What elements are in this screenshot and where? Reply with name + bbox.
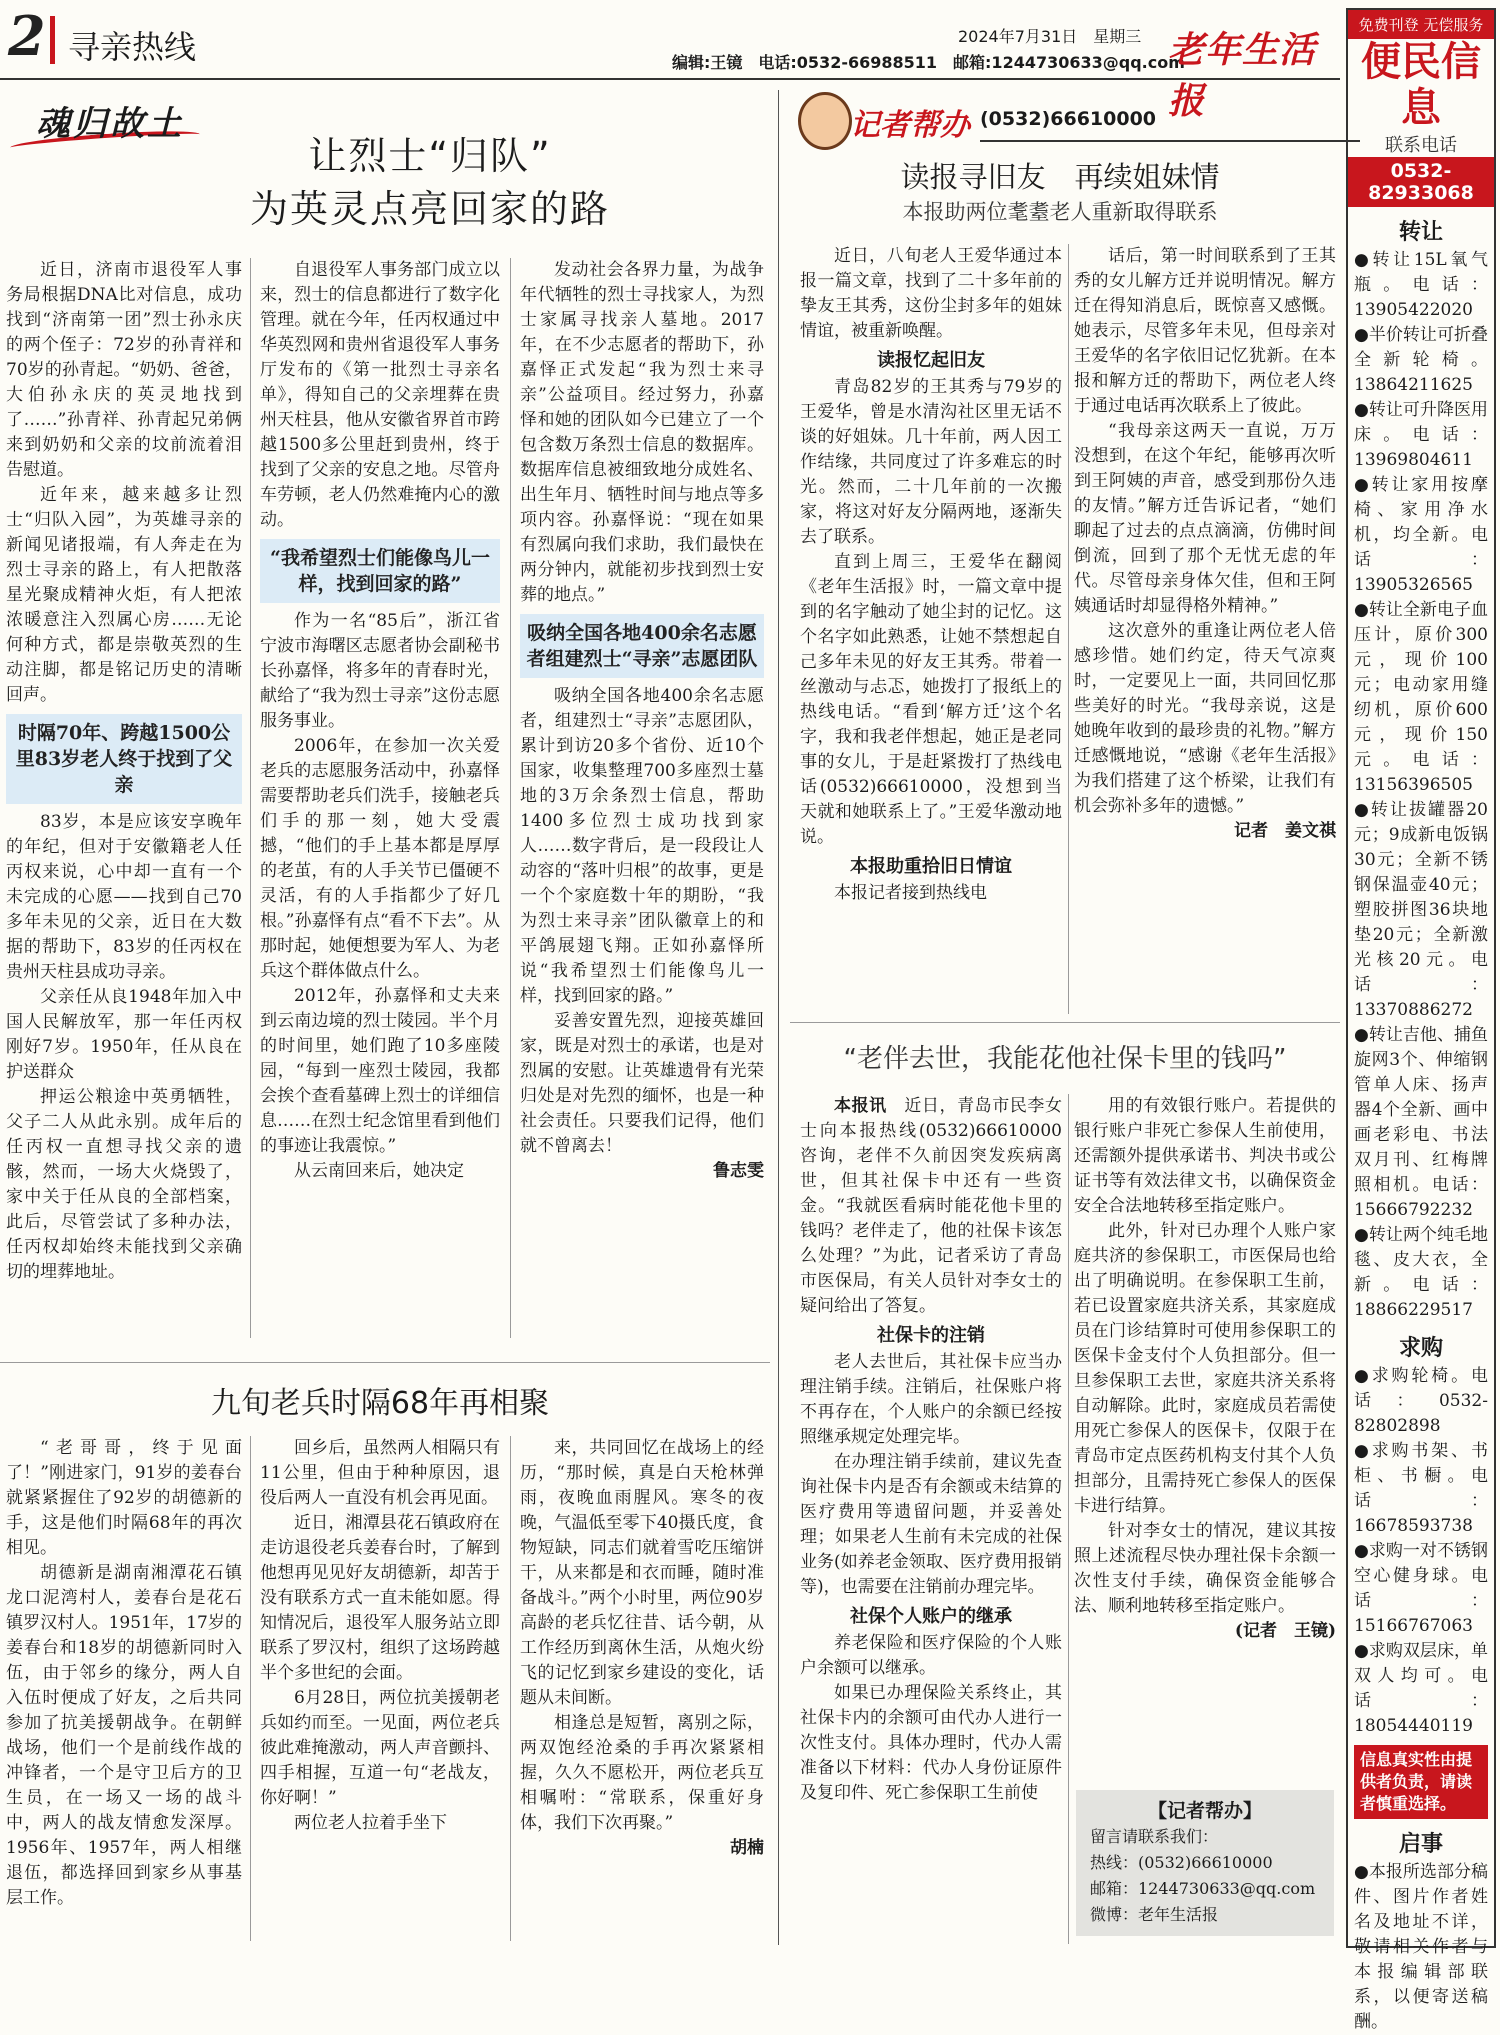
reporter-banner-rule [980,140,1360,142]
article1-title-2: 为英灵点亮回家的路 [249,187,610,231]
sidebar-warning: 信息真实性由提供者负责，请读者慎重选择。 [1354,1745,1488,1819]
classified-item: ●求购一对不锈钢空心健身球。电话：15166767063 [1354,1541,1488,1636]
paragraph: 吸纳全国各地400余名志愿者，组建烈士“寻亲”志愿团队，累计到访20多个省份、近10个国家，收集整理700多座烈士墓地的3万余条烈士信息，帮助1400多位烈士成功找到家人……数字背后，是一段段让人动容的“落叶归根”的故事，更是一个个家庭数十年的期盼，“我为烈士来寻亲”团队徽章上的和平鸽展翅飞翔。正如孙嘉怿所说“我希望烈士们能像鸟儿一样，找到回家的路。” [520,686,764,1006]
paragraph: 来，共同回忆在战场上的经历，“那时候，真是白天枪林弹雨，夜晚血雨腥风。寒冬的夜晚，气温低至零下40摄氏度，食物短缺，同志们就着雪吃压缩饼干，从来都是和衣而睡，随时准备战斗。”两个小时里，两位90岁高龄的老兵忆往昔、话今朝，从工作经历到离休生活，从炮火纷飞的记忆到家乡建设的变化，话题从未间断。 [520,1438,764,1708]
classified-item: ●本报所选部分稿件、图片作者姓名及地址不详，敬请相关作者与本报编辑部联系，以便寄送稿酬。 [1354,1862,1488,2032]
paragraph: 近日，八旬老人王爱华通过本报一篇文章，找到了二十多年前的挚友王其秀，这份尘封多年的姐妹情谊，被重新唤醒。 [800,246,1062,341]
article4-title: “老伴去世，我能花他社保卡里的钱吗” [843,1044,1287,1074]
paragraph: 近年来，越来越多让烈士“归队入园”，为英雄寻亲的新闻见诸报端，有人奔走在为烈士寻亲的路上，有人把散落星光聚成精神火炬，有人把浓浓暖意注入烈属心房……无论何种方式，都是崇敬英烈的生动注脚，都是铭记历史的清晰回声。 [6,485,242,705]
contact-weibo: 微博：老年生活报 [1090,1905,1219,1924]
classified-item: ●转让可升降医用床。电话：13969804611 [1354,400,1488,470]
article3-title: 读报寻旧友 再续姐妹情 [900,160,1220,194]
article1-author: 鲁志雯 [713,1161,764,1181]
column-divider [510,1436,511,1941]
section-title: 寻亲热线 [68,28,197,66]
column-divider [1068,244,1069,1014]
sidebar-phone: 0532-82933068 [1348,157,1494,207]
contact-hotline: 热线：(0532)66610000 [1090,1853,1273,1872]
contact-heading: 【记者帮办】 [1147,1800,1262,1822]
paragraph: “我母亲这两天一直说，万万没想到，在这个年纪，能够再次听到王阿姨的声音，感受到那份久违的友情。”解方迁告诉记者，“她们聊起了过去的点点滴滴，仿佛时间倒流，回到了那个无忧无虑的年代。尽管母亲身体欠佳，但和王阿姨通话时却显得格外精神。” [1074,421,1336,616]
classified-item: ●求购轮椅。电话：0532-82802898 [1354,1366,1488,1436]
paragraph: 青岛82岁的王其秀与79岁的王爱华，曾是水清沟社区里无话不谈的好姐妹。几十年前，两人因工作结缘，共同度过了许多难忘的时光。然而，二十几年前的一次搬家，将这对好友分隔两地，逐渐失去了联系。 [800,377,1062,547]
article3-col2 [1074,244,1336,1044]
article4-subhead-1: 社保卡的注销 [877,1325,985,1346]
paragraph: 针对李女士的情况，建议其按照上述流程尽快办理社保卡余额一次性支付手续，确保资金能够合法、顺利地转移至指定账户。 [1074,1521,1336,1616]
paragraph: 自退役军人事务部门成立以来，烈士的信息都进行了数字化管理。就在今年，任丙权通过中华英烈网和贵州省退役军人事务厅发布的《第一批烈士寻亲名单》，得知自己的父亲埋葬在贵州天柱县，他从安徽省界首市跨越1500多公里赶到贵州，终于找到了父亲的安息之地。尽管舟车劳顿，老人仍然难掩内心的激动。 [260,260,500,530]
article4-subhead-2: 社保个人账户的继承 [850,1606,1012,1627]
column-label [10,96,210,166]
column-divider [250,258,251,1338]
paragraph: 妥善安置先烈，迎接英雄回家，既是对烈士的承诺，也是对烈属的安慰。让英雄遗骨有光荣归处是对先烈的缅怀，也是一种社会责任。只要我们记得，他们就不曾离去！ [520,1011,764,1156]
article4-top-rule [790,1022,1340,1023]
paragraph: 6月28日，两位抗美援朝老兵如约而至。一见面，两位老兵彼此难掩激动，两人声音颤抖、四手相握，互道一句“老战友，你好啊！” [260,1688,500,1808]
sidebar-phone-label: 联系电话 [1385,135,1457,156]
article4-lead: 本报讯 [834,1096,887,1116]
classified-item: ●转让两个纯毛地毯、皮大衣，全新。电话：18866229517 [1354,1225,1488,1320]
article3-subhead-1: 读报忆起旧友 [877,350,985,371]
paragraph: 用的有效银行账户。若提供的银行账户非死亡参保人生前使用，还需额外提供承诺书、判决书或公证书等有效法律文书，以确保资金安全合法地转移至指定账户。 [1074,1096,1336,1216]
classified-item: ●求购双层床，单双人均可。电话：18054440119 [1354,1641,1488,1736]
paragraph: 两位老人拉着手坐下 [294,1813,447,1833]
classified-item: ●转让全新电子血压计，原价300元，现价100元；电动家用缝纫机，原价600元，现价150元。电话：13156396505 [1354,600,1488,795]
header-rule [0,78,1340,80]
paragraph: “老哥哥，终于见面了！”刚进家门，91岁的姜春台就紧紧握住了92岁的胡德新的手，这是他们时隔68年的再次相见。 [6,1438,242,1558]
article1-subhead-2: “我希望烈士们能像鸟儿一样，找到回家的路” [260,539,500,603]
paragraph: 老人去世后，其社保卡应当办理注销手续。注销后，社保账户将不再存在，个人账户的余额已经按照继承规定处理完毕。 [800,1352,1062,1447]
paragraph: 押运公粮途中英勇牺牲，父子二人从此永别。成年后的任丙权一直想寻找父亲的遗骸，然而，一场大火烧毁了，家中关于任从良的全部档案，此后，尽管尝试了多种办法，任丙权却始终未能找到父亲确切的埋葬地址。 [6,1087,242,1282]
paragraph: 近日，湘潭县花石镇政府在走访退役老兵姜春台时，了解到他想再见见好友胡德新，却苦于没有联系方式一直未能如愿。得知情况后，退役军人服务站立即联系了罗汉村，组织了这场跨越半个多世纪的会面。 [260,1513,500,1683]
reporter-help-label: 记者帮办 [850,108,970,143]
paragraph: 养老保险和医疗保险的个人账户余额可以继承。 [800,1633,1062,1678]
paragraph: 在办理注销手续前，建议先查询社保卡内是否有余额或未结算的医疗费用等遗留问题，并妥善处理；如果老人生前有未完成的社保业务(如养老金领取、医疗费用报销等)，也需要在注销前办理完毕。 [800,1452,1062,1597]
paragraph: 话后，第一时间联系到了王其秀的女儿解方迁并说明情况。解方迁在得知消息后，既惊喜又感慨。她表示，尽管多年未见，但母亲对王爱华的名字依旧记忆犹新。在本报和解方迁的帮助下，两位老人终于通过电话再次联系上了彼此。 [1074,246,1336,416]
paragraph: 2006年，在参加一次关爱老兵的志愿服务活动中，孙嘉怿需要帮助老兵们洗手，接触老兵们手的那一刻，她大受震撼，“他们的手上基本都是厚厚的老茧，有的人手关节已僵硬不灵活，有的人手指都少了好几根。”孙嘉怿有点“看不下去”。从那时起，她便想要为军人、为老兵这个群体做点什么。 [260,736,500,981]
article1-title-1: 让烈士“归队” [308,134,552,178]
classified-item: ●转让家用按摩椅、家用净水机，均全新。电话：13905326565 [1354,475,1488,595]
header-date: 2024年7月31日 星期三 [958,27,1142,46]
paragraph: 胡德新是湖南湘潭花石镇龙口泥湾村人，姜春台是花石镇罗汉村人。1951年，17岁的姜春台和18岁的胡德新同时入伍，由于邻乡的缘分，两人自入伍时便成了好友，之后共同参加了抗美援朝战争。在朝鲜战场，他们一个是前线作战的冲锋者，一个是守卫后方的卫生员，在一场又一场的战斗中，两人的战友情愈发深厚。1956年、1957年，两人相继退伍，都选择回到家乡从事基层工作。 [6,1563,242,1908]
article3-author: 记者 姜文祺 [1234,821,1336,841]
article2-author: 胡楠 [730,1838,764,1858]
contact-email: 邮箱：1244730633@qq.com [1090,1879,1316,1898]
paragraph: 发动社会各界力量，为战争年代牺牲的烈士寻找家人，为烈士家属寻找亲人墓地。2017年，在不少志愿者的帮助下，孙嘉怿正式发起“我为烈士来寻亲”公益项目。经过努力，孙嘉怿和她的团队如今已建立了一个包含数万条烈士信息的数据库。数据库信息被细致地分成姓名、出生年月、牺牲时间与地点等多项内容。孙嘉怿说：“现在如果有烈属向我们求助，我们最快在两分钟内，就能初步找到烈士安葬的地点。” [520,260,764,605]
article3-col1 [800,244,1062,1044]
classified-item: ●半价转让可折叠全新轮椅。13864211625 [1354,325,1488,395]
sidebar-top-banner: 免费刊登 无偿服务 [1348,10,1494,39]
header-editor: 编辑:王镜 电话:0532-66988511 邮箱:1244730633@qq.com [672,53,1185,72]
column-divider [510,258,511,1338]
article1-col3 [520,258,764,1358]
paragraph: 本报记者接到热线电 [834,883,987,903]
paragraph: 近日，济南市退役军人事务局根据DNA比对信息，成功找到“济南第一团”烈士孙永庆的两个侄子：72岁的孙青祥和70岁的孙青起。“奶奶、爸爸，大伯孙永庆的英灵地找到了……”孙青祥、孙青起兄弟俩来到奶奶和父亲的坟前流着泪告慰道。 [6,260,242,480]
reporter-help-phone: (0532)66610000 [980,108,1157,130]
article2-col3 [520,1436,764,1946]
article3-subhead-2: 本报助重拾旧日情谊 [850,856,1012,877]
article1-col1 [6,258,242,1358]
paragraph: 作为一名“85后”，浙江省宁波市海曙区志愿者协会副秘书长孙嘉怿，将多年的青春时光，献给了“我为烈士寻亲”这份志愿服务事业。 [260,611,500,731]
paragraph: 父亲任从良1948年加入中国人民解放军，那一年任丙权刚好7岁。1950年，任从良在护送群众 [6,987,242,1082]
masthead-logo: 老年生活报 [1168,29,1317,122]
paragraph: 回乡后，虽然两人相隔只有11公里，但由于种种原因，退役后两人一直没有机会再见面。 [260,1438,500,1508]
article4-col1 [800,1094,1062,1946]
sidebar-category-notice: 启事 [1398,1832,1443,1857]
paragraph: 直到上周三，王爱华在翻阅《老年生活报》时，一篇文章中提到的名字触动了她尘封的记忆。这个名字如此熟悉，让她不禁想起自己多年未见的好友王其秀。带着一丝激动与忐忑，她拨打了报纸上的热线电话。“看到‘解方迁’这个名字，我和我老伴想起，她正是老同事的女儿，于是赶紧拨打了热线电话(0532)66610000，没想到当天就和她联系上了。”王爱华激动地说。 [800,552,1062,847]
article4-author: (记者 王镜) [1234,1621,1336,1641]
article2-col2 [260,1436,500,1946]
classified-item: ●转让拔罐器20元；9成新电饭锅30元；全新不锈钢保温壶40元；塑胶拼图36块地垫20元；全新激光核20元。电话：13370886272 [1354,800,1488,1020]
sidebar-title: 便民信息 [1361,39,1481,131]
article1-subhead-3: 吸纳全国各地400余名志愿者组建烈士“寻亲”志愿团队 [520,614,764,678]
column-label-text: 魂归故土 [36,104,184,144]
contact-line: 留言请联系我们： [1090,1827,1219,1846]
paragraph: 83岁，本是应该安享晚年的年纪，但对于安徽籍老人任丙权来说，心中却一直有一个未完成的心愿——找到自己70多年未见的父亲，近日在大数据的帮助下，83岁的任丙权在贵州天柱县成功寻亲。 [6,812,242,982]
article4-col2 [1074,1094,1336,1774]
article2-top-rule [0,1362,770,1363]
page-number: 2 [8,4,46,68]
sidebar-category-buy: 求购 [1398,1336,1443,1361]
article2-col1 [6,1436,242,1946]
paragraph: 相逢总是短暂，离别之际，两双饱经沧桑的手再次紧紧相握，久久不愿松开，两位老兵互相嘱咐：“常联系，保重好身体，我们下次再聚。” [520,1713,764,1833]
reporter-help-banner [790,90,1190,150]
column-divider [1068,1094,1069,1944]
article1-subhead-1: 时隔70年、跨越1500公里83岁老人终于找到了父亲 [6,714,242,804]
article1-col2 [260,258,500,1358]
article2-title: 九旬老兵时隔68年再相聚 [210,1386,550,1421]
paragraph: 如果已办理保险关系终止，其社保卡内的余额可由代办人进行一次性支付。具体办理时，代办人需准备以下材料：代办人身份证原件及复印件、死亡参保职工生前使 [800,1683,1062,1803]
paragraph: 此外，针对已办理个人账户家庭共济的参保职工，市医保局也给出了明确说明。在参保职工生前，若已设置家庭共济关系，其家庭成员在门诊结算时可使用参保职工的医保卡金支付个人负担部分。但一旦参保职工去世，家庭共济关系将自动解除。此时，家庭成员若需使用死亡参保人的医保卡，仅限于在青岛市定点医药机构支付其个人负担部分，且需持死亡参保人的医保卡进行结算。 [1074,1221,1336,1516]
classified-item: ●求购书架、书柜、书橱。电话：16678593738 [1354,1441,1488,1536]
paragraph: 从云南回来后，她决定 [294,1161,464,1181]
paragraph: 2012年，孙嘉怿和丈夫来到云南边境的烈士陵园。半个月的时间里，她们跑了10多座陵园，“每到一座烈士陵园，我都会挨个查看墓碑上烈士的详细信息……在烈士纪念馆里看到他们的事迹让我震惊。” [260,986,500,1156]
half-divider [778,90,779,1945]
article3-subtitle: 本报助两位耄耋老人重新取得联系 [902,200,1218,224]
reporter-avatar-icon [798,92,852,150]
classified-item: ●转让吉他、捕鱼旋网3个、伸缩钢管单人床、扬声器4个全新、画中画老彩电、书法双月刊、红梅牌照相机。电话：15666792232 [1354,1025,1488,1220]
classified-item: ●转让15L氧气瓶。电话：13905422020 [1354,250,1488,320]
column-divider [250,1436,251,1941]
page-number-bar [50,16,55,64]
sidebar-category-transfer: 转让 [1398,220,1443,245]
paragraph: 这次意外的重逢让两位老人倍感珍惜。她们约定，待天气凉爽时，一定要见上一面，共同回忆那些美好的时光。“我母亲说，这是她晚年收到的最珍贵的礼物。”解方迁感慨地说，“感谢《老年生活报》为我们搭建了这个桥梁，让我们有机会弥补多年的遗憾。” [1074,621,1336,816]
paragraph: 近日，青岛市民李女士向本报热线(0532)66610000咨询，老伴不久前因突发疾病离世，但其社保卡中还有一些资金。“我就医看病时能花他卡里的钱吗？老伴走了，他的社保卡该怎么处理？”为此，记者采访了青岛市医保局，有关人员针对李女士的疑问给出了答复。 [800,1096,1063,1316]
contact-box [1076,1790,1334,1936]
sidebar-classifieds [1346,8,1496,2032]
